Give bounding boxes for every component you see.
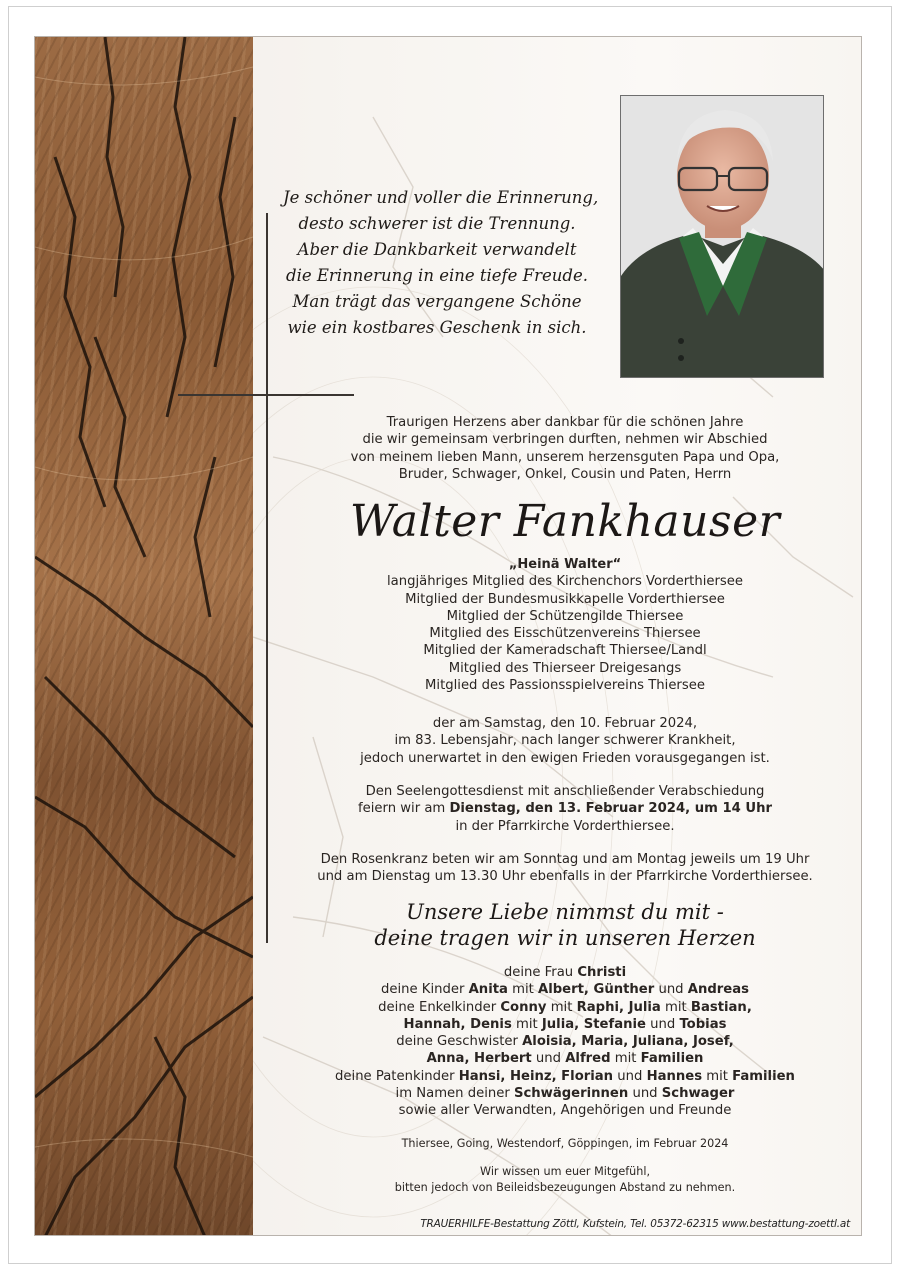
rosary-line: und am Dienstag um 13.30 Uhr ebenfalls in der Pfarrkirche Vorderthiersee. <box>317 869 813 885</box>
text: deine Geschwister <box>396 1034 523 1050</box>
service-line: Den Seelengottesdienst mit anschließender Verabschiedung <box>365 784 765 799</box>
name: Aloisia, Maria, Juliana, Josef, <box>522 1034 734 1050</box>
name: Christi <box>577 965 627 980</box>
rosary-info <box>280 851 850 886</box>
closing-note <box>280 1164 850 1195</box>
membership-item: Mitglied der Schützengilde Thiersee <box>446 608 684 624</box>
name: Conny <box>500 999 547 1015</box>
name: Albert, Günther <box>538 982 655 998</box>
death-line: der am Samstag, den 10. Februar 2024, <box>432 716 698 731</box>
text: mit <box>660 999 691 1015</box>
mourner-line <box>280 1050 850 1067</box>
text: im Namen deiner <box>395 1086 514 1102</box>
deceased-name: Walter Fankhauser <box>349 496 781 547</box>
text: und <box>654 982 688 998</box>
text: deine Patenkinder <box>335 1068 459 1084</box>
membership-item: Mitglied der Bundesmusikkapelle Vorderthiersee <box>405 591 725 607</box>
mourner-line <box>280 981 850 998</box>
farewell-motto <box>280 899 850 951</box>
intro-line: Bruder, Schwager, Onkel, Cousin und Paten, Herrn <box>398 466 732 482</box>
mourner-line: sowie aller Verwandten, Angehörigen und Freunde <box>398 1103 732 1119</box>
name: Schwägerinnen <box>513 1086 629 1102</box>
intro-line: von meinem lieben Mann, unserem herzensguten Papa und Opa, <box>350 449 780 465</box>
rosary-line: Den Rosenkranz beten wir am Sonntag und am Montag jeweils um 19 Uhr <box>320 852 810 867</box>
mourner-line <box>280 1016 850 1033</box>
text: mit <box>507 982 538 998</box>
mourner-line <box>280 1085 850 1102</box>
mourners-list <box>280 964 850 1120</box>
death-line: jedoch unerwartet in den ewigen Frieden vorausgegangen ist. <box>360 750 770 766</box>
membership-item: Mitglied des Thierseer Dreigesangs <box>448 660 682 676</box>
name: Hannes <box>646 1068 703 1084</box>
name: Bastian, <box>690 999 752 1015</box>
mourner-line <box>280 964 850 981</box>
quote-line: desto schwerer ist die Trennung. <box>298 214 576 233</box>
membership-item: Mitglied des Eisschützenvereins Thiersee <box>429 626 701 642</box>
text: und <box>531 1051 566 1067</box>
name: Hannah, Denis <box>403 1016 512 1032</box>
text: deine Enkelkinder <box>378 999 501 1015</box>
closing-line: bitten jedoch von Beileidsbezeugungen Abstand zu nehmen. <box>394 1180 736 1194</box>
mourner-line <box>280 999 850 1016</box>
name: Schwager <box>661 1086 735 1102</box>
funeral-home-footer: TRAUERHILFE-Bestattung Zöttl, Kufstein, Tel. 05372-62315 www.bestattung-zoettl.at <box>420 1218 850 1230</box>
name: Julia, Stefanie <box>541 1016 646 1032</box>
name: Hansi, Heinz, Florian <box>458 1068 614 1084</box>
service-line <box>280 800 850 817</box>
intro-line: Traurigen Herzens aber dankbar für die schönen Jahre <box>386 415 744 430</box>
text: und <box>628 1086 662 1102</box>
name: Anna, Herbert <box>426 1051 532 1067</box>
text: deine Kinder <box>381 982 469 998</box>
text: mit <box>511 1016 542 1032</box>
quote-line: Aber die Dankbarkeit verwandelt <box>297 240 577 259</box>
wood-cracks-graphic <box>35 37 253 1236</box>
name: Anita <box>468 982 508 998</box>
text: und <box>613 1068 647 1084</box>
obituary-card <box>34 36 862 1236</box>
service-line: in der Pfarrkirche Vorderthiersee. <box>455 818 675 834</box>
name: Andreas <box>687 982 749 998</box>
service-date-time: Dienstag, den 13. Februar 2024, um 14 Uhr <box>449 801 772 817</box>
quote-line: wie ein kostbares Geschenk in sich. <box>287 318 587 337</box>
membership-item: Mitglied der Kameradschaft Thiersee/Landl <box>423 643 707 659</box>
text: mit <box>702 1068 733 1084</box>
quote-line: die Erinnerung in eine tiefe Freude. <box>286 266 588 285</box>
memorial-quote <box>283 185 599 341</box>
service-prefix: feiern wir am <box>358 801 450 817</box>
place-and-date: Thiersee, Going, Westendorf, Göppingen, im Februar 2024 <box>401 1137 729 1150</box>
mourner-line <box>280 1068 850 1085</box>
motto-line: deine tragen wir in unseren Herzen <box>374 926 756 950</box>
name: Alfred <box>565 1051 611 1067</box>
cross-vertical-bar <box>266 213 268 943</box>
text: und <box>645 1016 680 1032</box>
name: Tobias <box>679 1016 727 1032</box>
membership-item: langjähriges Mitglied des Kirchenchors Vorderthiersee <box>386 574 744 590</box>
name: Familien <box>732 1068 795 1084</box>
motto-line: Unsere Liebe nimmst du mit - <box>406 900 724 924</box>
death-notice <box>280 715 850 767</box>
membership-item: Mitglied des Passionsspielvereins Thiersee <box>425 678 705 694</box>
mourner-line <box>280 1033 850 1050</box>
deceased-nickname: „Heinä Walter“ <box>508 557 622 572</box>
deceased-portrait-photo <box>620 95 824 378</box>
name: Raphi, Julia <box>576 999 661 1015</box>
death-line: im 83. Lebensjahr, nach langer schwerer Krankheit, <box>394 733 736 749</box>
intro-line: die wir gemeinsam verbringen durften, nehmen wir Abschied <box>362 432 768 448</box>
cross-horizontal-bar <box>178 394 354 396</box>
quote-line: Je schöner und voller die Erinnerung, <box>283 188 599 207</box>
text: mit <box>546 999 577 1015</box>
memberships-block <box>280 556 850 694</box>
wood-texture-panel <box>35 37 253 1235</box>
intro-text <box>280 414 850 483</box>
funeral-service <box>280 783 850 835</box>
text: deine Frau <box>503 965 578 980</box>
quote-line: Man trägt das vergangene Schöne <box>292 292 582 311</box>
closing-line: Wir wissen um euer Mitgefühl, <box>480 1165 650 1178</box>
name: Familien <box>640 1051 704 1067</box>
text: mit <box>610 1051 641 1067</box>
